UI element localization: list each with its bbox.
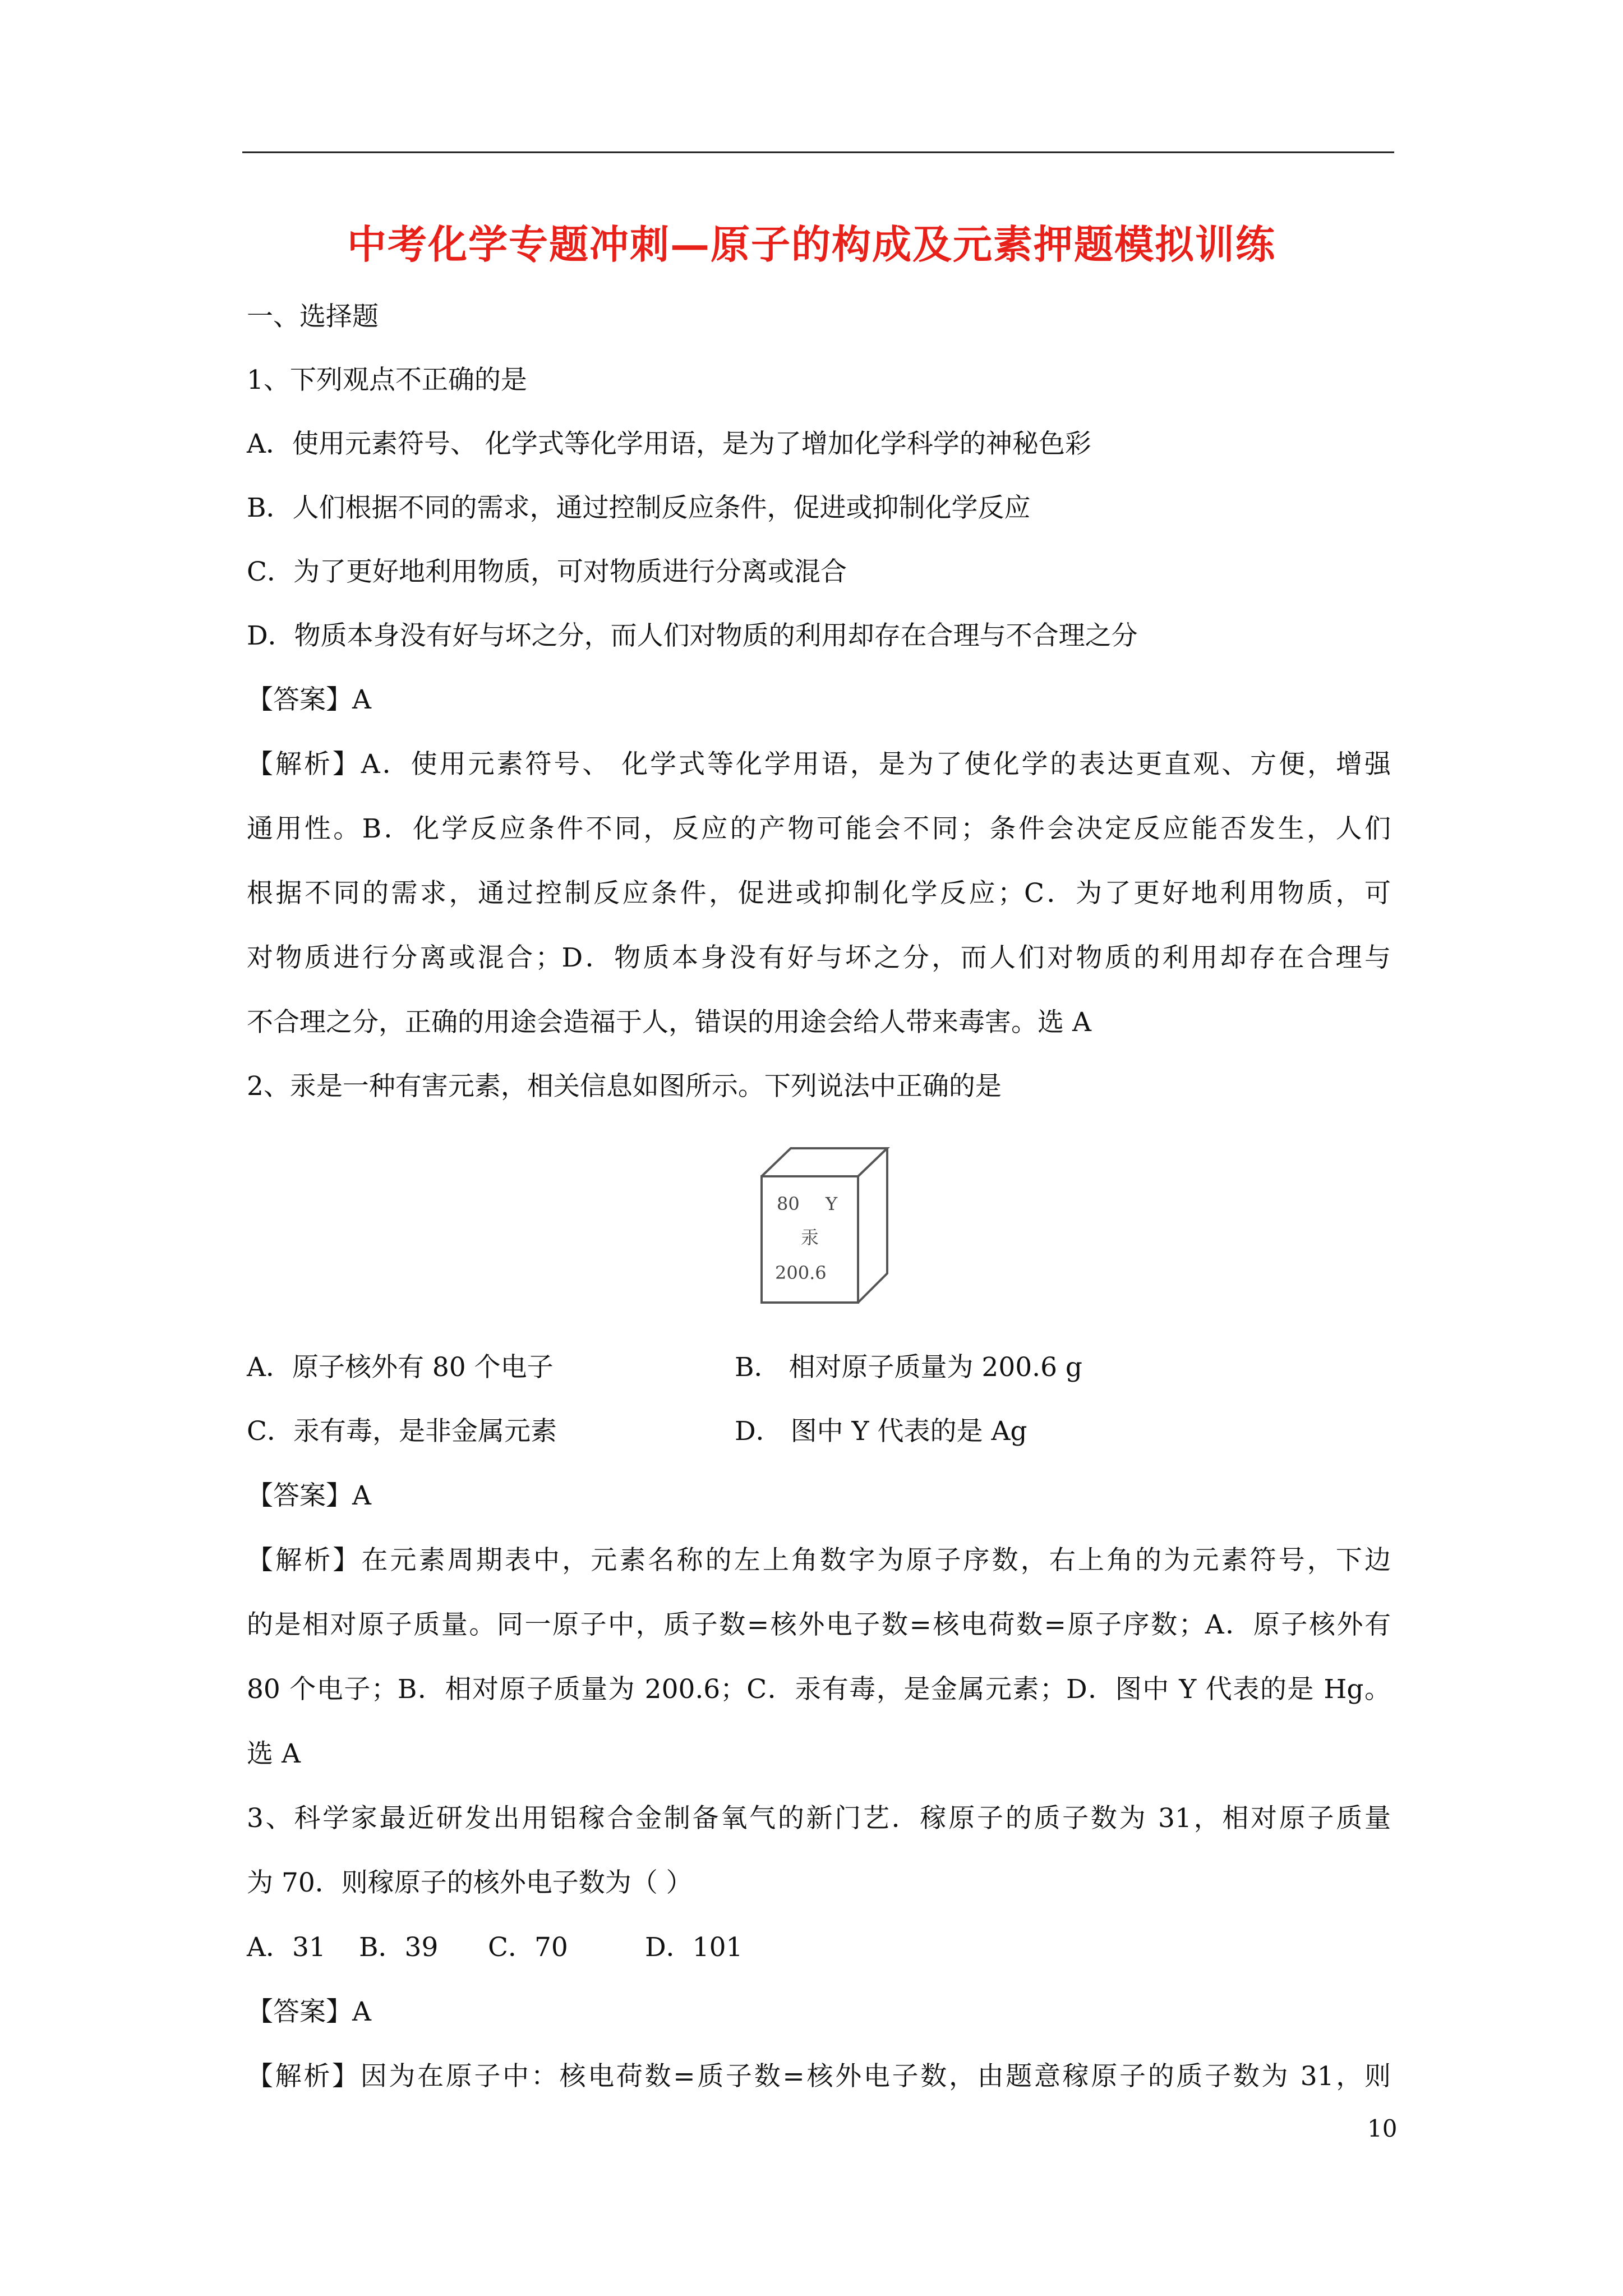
q3-option-d: D．101 [645, 1932, 743, 1963]
q1-answer: 【答案】A [247, 684, 371, 715]
page-number: 10 [1367, 2115, 1398, 2142]
header-rule [242, 151, 1394, 153]
q3-analysis-line: 【解析】因为在原子中：核电荷数=质子数=核外电子数，由题意稼原子的质子数为 31，则 [247, 2061, 1391, 2092]
q1-option-d: D．物质本身没有好与坏之分，而人们对物质的利用却存在合理与不合理之分 [247, 620, 1138, 651]
q2-option-d: D． 图中 Y 代表的是 Ag [735, 1416, 1027, 1447]
q1-option-a: A．使用元素符号、 化学式等化学用语，是为了增加化学科学的神秘色彩 [247, 429, 1091, 459]
q3-option-c: C．70 [488, 1932, 568, 1963]
q2-analysis-line: 选 A [247, 1738, 301, 1769]
element-name: 汞 [801, 1227, 819, 1248]
q2-analysis-line: 【解析】在元素周期表中，元素名称的左上角数字为原子序数，右上角的为元素符号，下边 [247, 1545, 1391, 1576]
q3-answer: 【答案】A [247, 1996, 371, 2027]
q1-option-b: B．人们根据不同的需求，通过控制反应条件，促进或抑制化学反应 [247, 493, 1031, 523]
q1-option-c: C．为了更好地利用物质，可对物质进行分离或混合 [247, 556, 847, 587]
q2-option-c: C．汞有毒，是非金属元素 [247, 1416, 557, 1447]
q2-analysis-line: 的是相对原子质量。同一原子中，质子数=核外电子数=核电荷数=原子序数；A．原子核外有 [247, 1609, 1391, 1640]
q1-analysis-line: 对物质进行分离或混合；D．物质本身没有好与坏之分，而人们对物质的利用却存在合理与 [247, 942, 1391, 973]
q3-option-b: B．39 [359, 1932, 439, 1963]
q3-option-a: A．31 [247, 1932, 326, 1963]
q2-answer: 【答案】A [247, 1480, 371, 1511]
q1-analysis-line: 不合理之分，正确的用途会造福于人，错误的用途会给人带来毒害。选 A [247, 1007, 1091, 1038]
element-cell-figure [751, 1142, 897, 1310]
q1-analysis-line: 通用性。B．化学反应条件不同，反应的产物可能会不同；条件会决定反应能否发生，人们 [247, 813, 1391, 844]
q3-stem-line: 3、科学家最近研发出用铝稼合金制备氧气的新门艺．稼原子的质子数为 31，相对原子质量 [247, 1803, 1391, 1834]
element-number: 80 [777, 1193, 800, 1214]
q2-option-a: A．原子核外有 80 个电子 [247, 1352, 554, 1383]
q2-stem: 2、汞是一种有害元素，相关信息如图所示。下列说法中正确的是 [247, 1071, 1002, 1102]
element-symbol: Y [826, 1193, 838, 1214]
page-title: 中考化学专题冲刺—原子的构成及元素押题模拟训练 [347, 221, 1276, 268]
q1-stem: 1、下列观点不正确的是 [247, 365, 527, 395]
q2-option-b: B． 相对原子质量为 200.6 g [735, 1352, 1082, 1383]
q1-analysis-line: 根据不同的需求，通过控制反应条件，促进或抑制化学反应；C．为了更好地利用物质，可 [247, 878, 1391, 909]
element-mass: 200.6 [775, 1262, 827, 1283]
q3-stem-line: 为 70．则稼原子的核外电子数为（ ） [247, 1867, 693, 1898]
section-heading: 一、选择题 [247, 301, 379, 332]
q1-analysis-line: 【解析】A．使用元素符号、 化学式等化学用语，是为了使化学的表达更直观、方便，增强 [247, 749, 1391, 780]
q2-analysis-line: 80 个电子；B．相对原子质量为 200.6；C．汞有毒，是金属元素；D．图中 Y 代表的是 Hg。 [247, 1674, 1391, 1705]
